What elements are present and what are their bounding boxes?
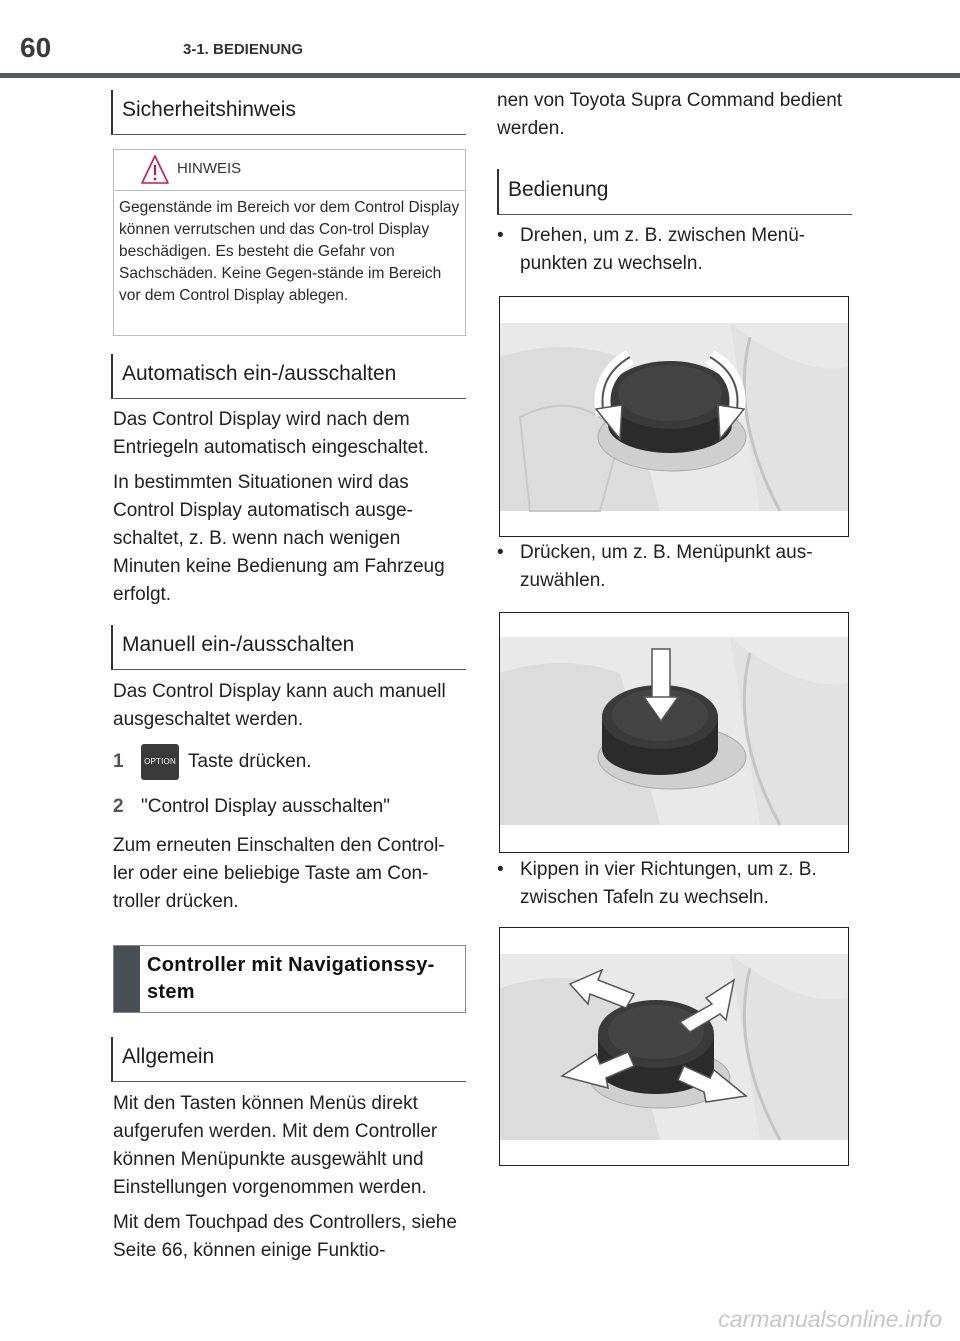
paragraph: In bestimmten Situationen wird das Control Display automatisch ausge-schaltet, z. B. wenn nach wenigen Minuten keine Bedienung am Fahrzeug erfolgt.	[113, 472, 445, 605]
section-heading-manual: Manuell ein-/ausschalten	[111, 625, 466, 670]
step-2	[113, 796, 390, 818]
section-heading-safety: Sicherheitshinweis	[111, 90, 466, 135]
bullet-dot: •	[497, 859, 504, 880]
section-heading-auto: Automatisch ein-/ausschalten	[111, 354, 466, 399]
section-heading-general: Allgemein	[111, 1037, 466, 1082]
bullet-dot: •	[497, 225, 504, 246]
figure-tilt	[499, 927, 849, 1166]
bullet-item	[497, 222, 847, 278]
paragraph: Das Control Display wird nach dem Entriegeln automatisch eingeschaltet.	[113, 409, 429, 458]
warning-triangle-icon	[140, 154, 170, 186]
header-rule	[0, 73, 960, 78]
step-1-text: Taste drücken.	[188, 751, 312, 772]
controller-rotate-illustration	[500, 297, 848, 536]
page-number: 60	[20, 32, 52, 63]
heading-accent-bar	[114, 946, 140, 1012]
watermark: carmanualsonline.info	[718, 1306, 942, 1332]
notice-box	[113, 149, 466, 336]
figure-rotate	[499, 296, 849, 537]
section-heading-operation: Bedienung	[497, 169, 852, 215]
bullet-item	[497, 539, 847, 595]
step-number: 1	[113, 751, 124, 772]
paragraph-continued: nen von Toyota Supra Command bedient werden.	[497, 90, 843, 139]
controller-tilt-illustration	[500, 928, 848, 1165]
step-number: 2	[113, 796, 124, 817]
bullet-dot: •	[497, 542, 504, 563]
bullet-item	[497, 856, 847, 912]
paragraph: Mit den Tasten können Menüs direkt aufgerufen werden. Mit dem Controller können Menüpunkte ausgewählt und Einstellungen vorgenommen werden.	[113, 1093, 438, 1198]
general-text-block	[113, 1090, 465, 1272]
option-button-icon: OPTION	[141, 744, 179, 780]
paragraph: Zum erneuten Einschalten den Control-ler oder eine beliebige Taste am Con-troller drücken.	[113, 835, 445, 912]
notice-text: Gegenstände im Bereich vor dem Control Display können verrutschen und das Con-trol Display beschädigen. Es besteht die Gefahr von Sachschäden. Keine Gegen-stände im Bereich vor dem Control Display ablegen.	[119, 199, 460, 304]
bullet-text: Drücken, um z. B. Menüpunkt aus-zuwählen.	[520, 542, 813, 591]
chapter-heading-box	[113, 945, 466, 1013]
step-1	[113, 751, 141, 773]
controller-press-illustration	[500, 613, 848, 852]
notice-header	[114, 150, 465, 191]
paragraph: Mit dem Touchpad des Controllers, siehe Seite 66, können einige Funktio-	[113, 1212, 457, 1261]
auto-text-block	[113, 406, 465, 616]
chapter-heading: Controller mit Navigationssy-stem	[147, 954, 435, 1003]
bullet-text: Drehen, um z. B. zwischen Menü-punkten zu wechseln.	[520, 225, 806, 274]
paragraph: Das Control Display kann auch manuell ausgeschaltet werden.	[113, 681, 446, 730]
figure-press	[499, 612, 849, 853]
chapter-title: 3-1. BEDIENUNG	[183, 41, 304, 58]
notice-label: HINWEIS	[177, 160, 242, 177]
step-2-text: "Control Display ausschalten"	[141, 796, 390, 817]
bullet-text: Kippen in vier Richtungen, um z. B. zwischen Tafeln zu wechseln.	[520, 859, 817, 908]
